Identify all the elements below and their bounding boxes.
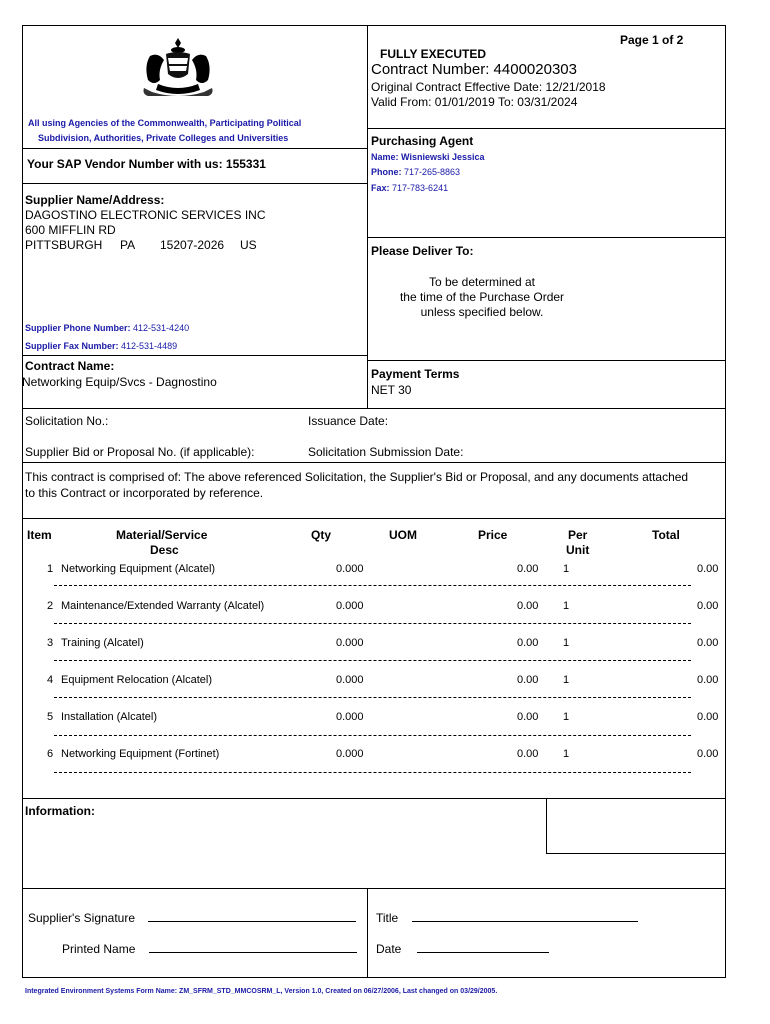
divider-table-top [22,518,726,519]
divider-agency [22,148,368,149]
issuance-date: Issuance Date: [308,414,389,428]
col-desc-2: Desc [150,543,179,557]
row-separator [54,697,691,698]
frame-bottom [22,977,726,978]
supplier-phone-label: Supplier Phone Number: [25,323,131,333]
date-line[interactable] [417,952,549,953]
agent-name-value: Wisniewski Jessica [401,152,485,162]
solicitation-number: Solicitation No.: [25,414,109,428]
divider-vendor [22,183,368,184]
row-per-unit: 1 [563,748,570,760]
row-per-unit: 1 [563,600,570,612]
row-separator [54,735,691,736]
sap-vendor-number: Your SAP Vendor Number with us: 155331 [27,157,266,171]
printed-name-line[interactable] [149,952,357,953]
divider-bid [22,462,726,463]
date-field[interactable] [376,942,549,956]
divider-info-vertical [546,798,547,854]
row-price: 0.00 [517,637,539,649]
divider-solicitation [22,408,726,409]
row-description: Networking Equipment (Alcatel) [61,563,216,575]
supplier-city: PITTSBURGH [25,238,103,252]
row-total: 0.00 [697,637,719,649]
contract-name-value: Networking Equip/Svcs - Dagnostino [22,375,217,389]
form-footer: Integrated Environment Systems Form Name: ZM_SFRM_STD_MMCOSRM_L, Version 1.0, Created on 06/27/2006, Last changed on 03/29/2005. [25,988,498,995]
divider-signature-top [22,888,726,889]
row-total: 0.00 [697,674,719,686]
comprised-line-1: This contract is comprised of: The above referenced Solicitation, the Supplier's Bid or Proposal, and any documents attached [25,470,689,484]
title-line[interactable] [412,921,638,922]
supplier-fax-value: 412-531-4489 [121,341,178,351]
row-description: Maintenance/Extended Warranty (Alcatel) [61,600,265,612]
col-price: Price [478,528,508,542]
row-qty: 0.000 [336,637,364,649]
row-description: Networking Equipment (Fortinet) [61,748,220,760]
supplier-phone [25,323,189,333]
contract-name-heading: Contract Name: [25,359,115,373]
deliver-line-3: unless specified below. [420,305,544,319]
col-qty: Qty [311,528,332,542]
row-per-unit: 1 [563,711,570,723]
row-price: 0.00 [517,563,539,575]
status-label: FULLY EXECUTED [380,47,487,61]
row-total: 0.00 [697,748,719,760]
supplier-street: 600 MIFFLIN RD [25,223,116,237]
col-uom: UOM [389,528,417,542]
frame-left [22,25,23,978]
row-separator [54,772,691,773]
agent-fax [371,183,448,193]
row-qty: 0.000 [336,711,364,723]
agent-name-label: Name: [371,152,399,162]
row-total: 0.00 [697,563,719,575]
row-per-unit: 1 [563,637,570,649]
divider-signature-vertical [367,888,368,978]
printed-name-field[interactable] [62,942,357,956]
table-row [0,600,770,616]
row-number: 3 [47,637,54,649]
purchasing-agent-heading: Purchasing Agent [371,134,474,148]
row-number: 4 [47,674,54,686]
contract-number: Contract Number: 4400020303 [371,61,577,78]
submission-date: Solicitation Submission Date: [308,445,464,459]
agent-phone [371,167,460,177]
agent-fax-value: 717-783-6241 [392,183,449,193]
row-price: 0.00 [517,711,539,723]
row-total: 0.00 [697,711,719,723]
row-separator [54,585,691,586]
col-total: Total [652,528,680,542]
divider-contract-name [22,355,368,356]
supplier-signature-line[interactable] [148,921,356,922]
col-desc-1: Material/Service [116,528,208,542]
valid-dates: Valid From: 01/01/2019 To: 03/31/2024 [371,95,578,109]
divider-info-mid [546,853,726,854]
row-price: 0.00 [517,600,539,612]
supplier-country: US [240,238,257,252]
col-per-1: Per [568,528,588,542]
table-row [0,711,770,727]
row-qty: 0.000 [336,600,364,612]
supplier-fax-label: Supplier Fax Number: [25,341,119,351]
row-number: 2 [47,600,54,612]
printed-name-label: Printed Name [62,942,136,956]
frame-top [22,25,726,26]
row-description: Installation (Alcatel) [61,711,157,723]
row-number: 6 [47,748,54,760]
agencies-line-1: All using Agencies of the Commonwealth, Participating Political [28,118,302,128]
title-label: Title [376,911,399,925]
row-description: Equipment Relocation (Alcatel) [61,674,213,686]
deliver-line-2: the time of the Purchase Order [399,290,565,304]
supplier-signature-label: Supplier's Signature [28,911,136,925]
col-per-2: Unit [566,543,590,557]
row-per-unit: 1 [563,563,570,575]
table-row [0,674,770,690]
frame-right [725,25,726,978]
deliver-line-1: To be determined at [428,275,536,289]
divider-info-top [22,798,726,799]
supplier-zip: 15207-2026 [160,238,225,252]
comprised-line-2: to this Contract or incorporated by reference. [25,486,264,500]
divider-agent [367,237,726,238]
original-effective-date: Original Contract Effective Date: 12/21/2018 [371,80,606,94]
supplier-phone-value: 412-531-4240 [133,323,190,333]
row-separator [54,623,691,624]
row-number: 1 [47,563,54,575]
supplier-fax [25,341,177,351]
supplier-heading: Supplier Name/Address: [25,193,165,207]
date-label: Date [376,942,402,956]
agencies-line-2: Subdivision, Authorities, Private Colleges and Universities [38,133,289,143]
agent-name [371,152,485,162]
row-number: 5 [47,711,54,723]
page-number: Page 1 of 2 [620,33,684,47]
table-row [0,637,770,653]
supplier-bid-number: Supplier Bid or Proposal No. (if applicable): [25,445,255,459]
information-heading: Information: [25,804,95,818]
row-price: 0.00 [517,748,539,760]
row-qty: 0.000 [336,674,364,686]
supplier-state: PA [120,238,136,252]
title-field[interactable] [376,911,638,925]
row-description: Training (Alcatel) [61,637,144,649]
divider-header-right [367,128,726,129]
payment-terms-value: NET 30 [371,383,412,397]
table-row [0,563,770,579]
divider-payment [367,360,726,361]
supplier-name: DAGOSTINO ELECTRONIC SERVICES INC [25,208,266,222]
col-item: Item [27,528,52,542]
divider-vertical-upper [367,25,368,408]
row-total: 0.00 [697,600,719,612]
row-per-unit: 1 [563,674,570,686]
row-qty: 0.000 [336,563,364,575]
agent-phone-label: Phone: [371,167,402,177]
payment-terms-heading: Payment Terms [371,367,460,381]
agent-phone-value: 717-265-8863 [404,167,461,177]
deliver-to-heading: Please Deliver To: [371,244,474,258]
supplier-signature-field[interactable] [28,911,356,925]
row-price: 0.00 [517,674,539,686]
state-seal-icon [138,36,218,102]
row-separator [54,660,691,661]
row-qty: 0.000 [336,748,364,760]
agent-fax-label: Fax: [371,183,390,193]
table-row [0,748,770,764]
